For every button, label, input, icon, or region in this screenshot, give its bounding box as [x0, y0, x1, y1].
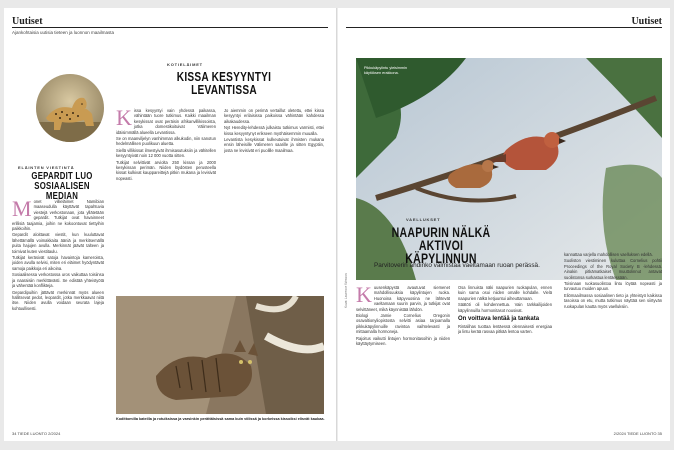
dropcap: M	[12, 199, 32, 221]
bird-photo-caption: Pikkukäpylintu yleisimmin käytöksen erakkona.	[364, 66, 408, 75]
page-number-left: 34 TIEDE LUONTO 2/2024	[12, 431, 61, 436]
kissa-kicker: KOTIELÄIMET	[167, 62, 203, 67]
section-title: Uutiset	[12, 16, 43, 27]
cheetah-headline: GEPARDIT LUO SOSIAALISEN MEDIAN	[31, 171, 93, 202]
kissa-column-1: Kissa kesyyntyi vain yhdessä paikassa, vähintään tuore tutkimus. Kaikki maailman kesykissat ovat peräisin afrikanvillikissoista, jotka domestikoituivat Välimeren idäisimmällä alueella Levantissa. Se on maanviljelyn vanhimman alkukodin, niin sanotun hedelmällisen puolikuun aluetta. Siellä villikissat ilmestyivät ihmisasutuksiin ja vähitellen kesyyntyivät noin 12 000 vuotta sitten. Tutkijat selvittivät arviolta 250 kissan ja 2000 kesykissan perimän. Niiden löydösten perusteella kissat kulkivat kauppareittejä pitkin mukana ja levisivät nopeasti.	[116, 108, 216, 181]
page-number-right: 2/2024 TIEDE LUONTO 35	[613, 431, 662, 436]
cat-photo-caption: Kodittomilla kateilla ja rotuiksissa ja varsinkin perättäisissä sama kuin viilissä ja korkeissa kissoiksi elisvät kaukaa.	[116, 417, 325, 421]
section-subtitle: Ajankohtaisia uutisia tieteen ja luonnon maailmasta	[12, 30, 115, 35]
cat-photo	[116, 296, 324, 414]
bird-column-3: kannattaa varjella mahdollisen vaelluksen edellä. Suoliston viestiminen kuluttaa Cornelius pohtii Proceedings of the Royal Society B -lehdessä. Ainakin pitkämatkaiset muuttolinnut antavat suolistonsa surkastua lentäessään. Toisinaan ruokasuolistoa lintu löytää nopeasti ja turvautuu muiden apuun. Eliömaailmassa sosiaalinen tieto ja yhteistyö kaikissa tasoissa on etu, mutta tutkimus näyttää sen siirtyvän ruokapulan kautta myös vaelluksiin.	[564, 252, 662, 309]
left-page	[4, 8, 336, 441]
bird-subhead: On voittava lentää ja tankata	[458, 316, 540, 323]
section-rule-right	[346, 27, 662, 28]
kissa-column-2: Jo aiemmin on perimä vertaillut oletettu, ettei kissa kesyyntyi erilaisissa paikoissa vähintään kahdessa aikakaudessa. Nyt Heredity-lehdessä julkaistu tutkimus varmisti, ettei kissa kesyyntynyt erikseen myöhäisemmin muualla. Levantista kesykissat kulkeutuivat ihmisten mukana ensin läheisille Välimeren saarille ja sitten Egyptiin, josta ne levisivät eri puolille maailmaa.	[224, 108, 324, 153]
bird-column-1: Kuusenkäpystä avautuvat siemenet mahdollisuuksia käpylintujen ruoka. Huonoina käpyvuosina ne lähtevät vaeltamaan suurin parvin, ja tutkijat ovat selvittäneet, mikä käynnistää lähdön. Biologi Jamie Cornelius Oregonin osavaltionyliopistosta selvitti asiaa tarjoamalla pikkukäpylinnuille ravintoa vaihtelevasti ja mittaamalla hormoneja. Rajoitus vaikutti lintujen hormonitasoihin ja niiden käyttäytymiseen.	[356, 285, 450, 347]
right-page	[338, 8, 670, 441]
bird-headline: NAAPURIN NÄLKÄ AKTIVOI KÄPYLINNUN	[391, 225, 491, 266]
cheetah-kicker: ELÄINTEN VIESTINTÄ	[18, 165, 75, 170]
bird-column-2: Osa linnuista näki naapurien ruokapulan, ennen kuin sama osui niiden omalle kohdalle. Vielä naapurien nälkä ketjuuntui aiheuttamaan. Säätöti oli kohdennettua. Vain tarkkailijoiden käpylinnuilla hormonitasot nousivat. On voittava lentää ja tankata Rintalihas tuottaa lentäessä olennaisesti energiaa ja lintu kerää rasvaa pitkää lentoa varten.	[458, 285, 552, 335]
photo-credit: Kuva: Laurence Wesson	[344, 273, 348, 308]
cheetah-photo	[36, 74, 104, 142]
section-title-right: Uutiset	[631, 16, 662, 27]
kissa-headline: KISSA KESYYNTYI LEVANTISSA	[176, 69, 272, 97]
section-rule	[12, 27, 328, 28]
bird-kicker: VAELLUKSET	[406, 217, 441, 222]
cheetah-article: Monet villieläimet Namibian maaseudulla käyttävät tapahtuvia viestejä verkostonaan, jota yllätetään gepardit. Tutkijat ovat havainneet erillisiä taajamia, joihin ne kokoontuvat tiettyihin paikkoihin. Gepardit aloittavat viestit, kun kuuluttavat lähettämällä voimakkaita ääniä ja merkitsemällä puita hajujen avulla. Merkinnät jäävät talteen ja toimivat kuten viestitaulu. Tutkijat keräsivät satoja havaintoja kameroista, joiden avulla selvisi, miten eri eläimet hyödyntävät samoja paikkoja eri aikoina. Sosiaalisessa verkostossa uros vaikuttaa toisiinsa ja naaraisiin merkittävästi. Se edistää yhteistyötä ja vähentää konflikteja. Gepardipuihin jättävät merkinnät myös alueen hallitsevat pedot, leopardit, jotka merkkaavat niitä itse. Niiden avulla voidaan seurata lajeja kohtuullisesti.	[12, 199, 104, 311]
bird-standfirst: Parvitoverin ahdinko valmistaa vaeltamaan ruoan perässä.	[374, 262, 540, 269]
